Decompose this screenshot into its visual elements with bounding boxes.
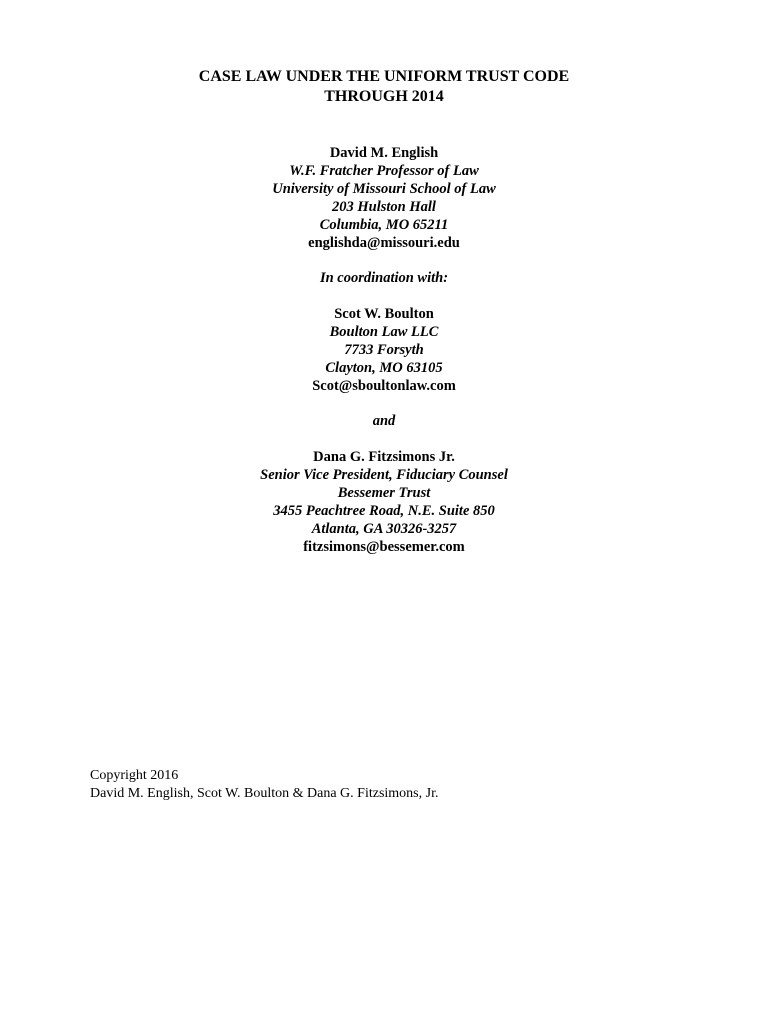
author-address-line-1: 7733 Forsyth (344, 342, 424, 358)
author-block-boulton (0, 305, 768, 395)
coordination-label: In coordination with: (319, 270, 449, 286)
author-block-fitzsimons (0, 448, 768, 556)
author-name: David M. English (329, 145, 439, 161)
author-email: englishda@missouri.edu (308, 235, 460, 251)
author-institution: University of Missouri School of Law (272, 181, 496, 197)
title-line-2: THROUGH 2014 (324, 88, 444, 105)
document-title (0, 67, 768, 107)
author-firm: Boulton Law LLC (329, 324, 439, 340)
author-address-line-2: Atlanta, GA 30326-3257 (311, 521, 457, 537)
and-label-block (0, 412, 768, 430)
author-address-line-2: Clayton, MO 63105 (325, 360, 443, 376)
copyright-line-1: Copyright 2016 (90, 768, 179, 783)
author-address-line-1: 203 Hulston Hall (332, 199, 436, 215)
author-name: Scot W. Boulton (334, 306, 434, 322)
author-address-line-1: 3455 Peachtree Road, N.E. Suite 850 (273, 503, 495, 519)
author-firm: Bessemer Trust (337, 485, 431, 501)
author-position: Senior Vice President, Fiduciary Counsel (260, 467, 508, 483)
and-label: and (372, 413, 396, 429)
author-position: W.F. Fratcher Professor of Law (289, 163, 479, 179)
copyright-notice (90, 767, 438, 803)
author-block-english (0, 144, 768, 252)
author-name: Dana G. Fitzsimons Jr. (313, 449, 455, 465)
title-line-1: CASE LAW UNDER THE UNIFORM TRUST CODE (198, 68, 570, 85)
author-address-line-2: Columbia, MO 65211 (319, 217, 449, 233)
author-email: Scot@sboultonlaw.com (312, 378, 456, 394)
coordination-label-block (0, 269, 768, 287)
copyright-line-2: David M. English, Scot W. Boulton & Dana G. Fitzsimons, Jr. (90, 786, 439, 801)
author-email: fitzsimons@bessemer.com (303, 539, 465, 555)
